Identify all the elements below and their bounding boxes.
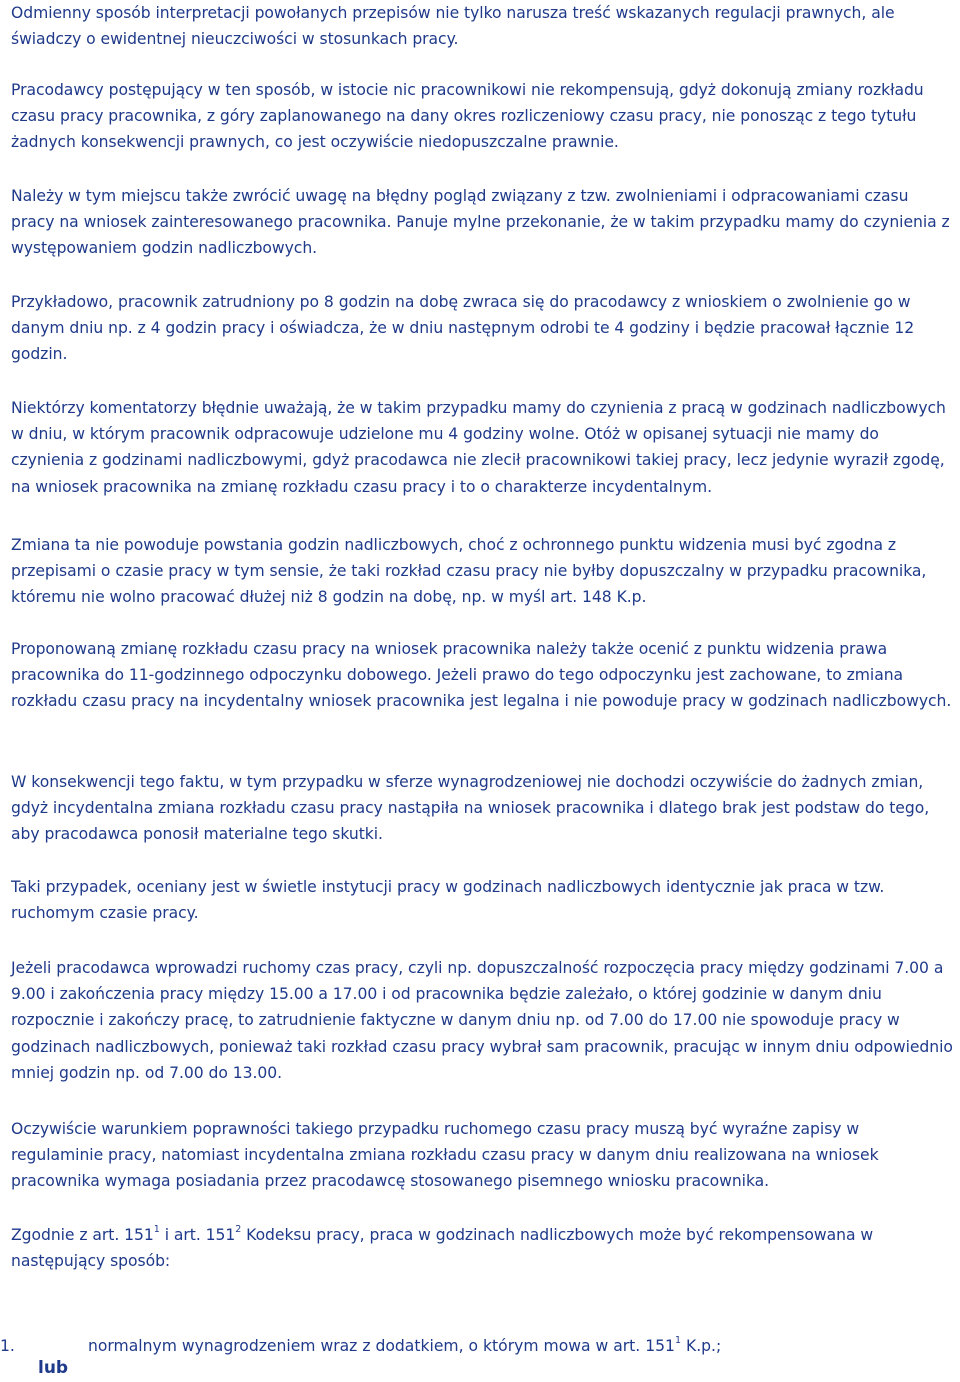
paragraph-12: [11, 1222, 956, 1274]
paragraph-5: Niektórzy komentatorzy błędnie uważają, że w takim przypadku mamy do czynienia z pracą w godzinach nadliczbowych w dniu, w którym pracownik odpracowuje udzielone mu 4 godziny wolne. Otóż w opisanej sytuacji nie mamy do czynienia z godzinami nadliczbowymi, gdyż pracodawca nie zlecił pracownikowi takiej pracy, lecz jedynie wyraził zgodę, na wniosek pracownika na zmianę rozkładu czasu pracy i to o charakterze incydentalnym.: [11, 399, 946, 496]
list-item-text-before: normalnym wynagrodzeniem wraz z dodatkiem, o którym mowa w art. 151: [88, 1337, 675, 1355]
paragraph-12-part3: Kodeksu pracy, praca w godzinach nadliczbowych może być rekompensowana w następujący sposób:: [11, 1226, 874, 1271]
superscript-1: 1: [153, 1223, 160, 1235]
paragraph-8: W konsekwencji tego faktu, w tym przypadku w sferze wynagrodzeniowej nie dochodzi oczywiście do żadnych zmian, gdyż incydentalna zmiana rozkładu czasu pracy nastąpiła na wniosek pracownika i dlatego brak jest podstaw do tego, aby pracodawca ponosił materialne tego skutki.: [11, 773, 930, 844]
paragraph-3: Należy w tym miejscu także zwrócić uwagę na błędny pogląd związany z tzw. zwolnieniami i odpracowaniami czasu pracy na wniosek zainteresowanego pracownika. Panuje mylne przekonanie, że w takim przypadku mamy do czynienia z występowaniem godzin nadliczbowych.: [11, 187, 950, 258]
superscript-2: 2: [235, 1223, 242, 1235]
paragraph-11: Oczywiście warunkiem poprawności takiego przypadku ruchomego czasu pracy muszą być wyraźne zapisy w regulaminie pracy, natomiast incydentalna zmiana rozkładu czasu pracy w danym dniu realizowana na wniosek pracownika wymaga posiadania przez pracodawcę stosowanego pisemnego wniosku pracownika.: [11, 1120, 879, 1191]
list-item-number: 1.: [0, 1337, 15, 1355]
paragraph-6: Zmiana ta nie powoduje powstania godzin nadliczbowych, choć z ochronnego punktu widzenia musi być zgodna z przepisami o czasie pracy w tym sensie, że taki rozkład czasu pracy nie byłby dopuszczalny w przypadku pracownika, któremu nie wolno pracować dłużej niż 8 godzin na dobę, np. w myśl art. 148 K.p.: [11, 536, 927, 607]
paragraph-7: Proponowaną zmianę rozkładu czasu pracy na wniosek pracownika należy także ocenić z punktu widzenia prawa pracownika do 11-godzinnego odpoczynku dobowego. Jeżeli prawo do tego odpoczynku jest zachowane, to zmiana rozkładu czasu pracy na incydentalny wniosek pracownika jest legalna i nie powoduje pracy w godzinach nadliczbowych.: [11, 640, 952, 711]
list-item: [0, 1333, 960, 1359]
paragraph-12-part1: Zgodnie z art. 151: [11, 1226, 154, 1244]
paragraph-9: Taki przypadek, oceniany jest w świetle instytucji pracy w godzinach nadliczbowych identycznie jak praca w tzw. ruchomym czasie pracy.: [11, 878, 885, 923]
paragraph-1: Odmienny sposób interpretacji powołanych przepisów nie tylko narusza treść wskazanych regulacji prawnych, ale świadczy o ewidentnej nieuczciwości w stosunkach pracy.: [11, 4, 895, 49]
paragraph-10: Jeżeli pracodawca wprowadzi ruchomy czas pracy, czyli np. dopuszczalność rozpoczęcia pracy między godzinami 7.00 a 9.00 i zakończenia pracy między 15.00 a 17.00 i od pracownika będzie zależało, o której godzinie w danym dniu rozpocznie i zakończy pracę, to zatrudnienie faktyczne w danym dniu np. od 7.00 do 17.00 nie spowoduje pracy w godzinach nadliczbowych, ponieważ taki rozkład czasu pracy wybrał sam pracownik, pracując w innym dniu odpowiednio mniej godzin np. od 7.00 do 13.00.: [11, 959, 953, 1082]
paragraph-2: Pracodawcy postępujący w ten sposób, w istocie nic pracownikowi nie rekompensują, gdyż dokonują zmiany rozkładu czasu pracy pracownika, z góry zaplanowanego na dany okres rozliczeniowy czasu pracy, nie ponosząc z tego tytułu żadnych konsekwencji prawnych, co jest oczywiście niedopuszczalne prawnie.: [11, 81, 924, 152]
list-item-text-after: K.p.;: [681, 1337, 722, 1355]
paragraph-4: Przykładowo, pracownik zatrudniony po 8 godzin na dobę zwraca się do pracodawcy z wnioskiem o zwolnienie go w danym dniu np. z 4 godzin pracy i oświadcza, że w dniu następnym odrobi te 4 godziny i będzie pracował łącznie 12 godzin.: [11, 293, 915, 364]
list-item-text: [88, 1333, 721, 1359]
connector-lub: lub: [38, 1358, 69, 1378]
list-item-superscript: 1: [674, 1334, 682, 1346]
paragraph-12-part2: i art. 151: [159, 1226, 236, 1244]
